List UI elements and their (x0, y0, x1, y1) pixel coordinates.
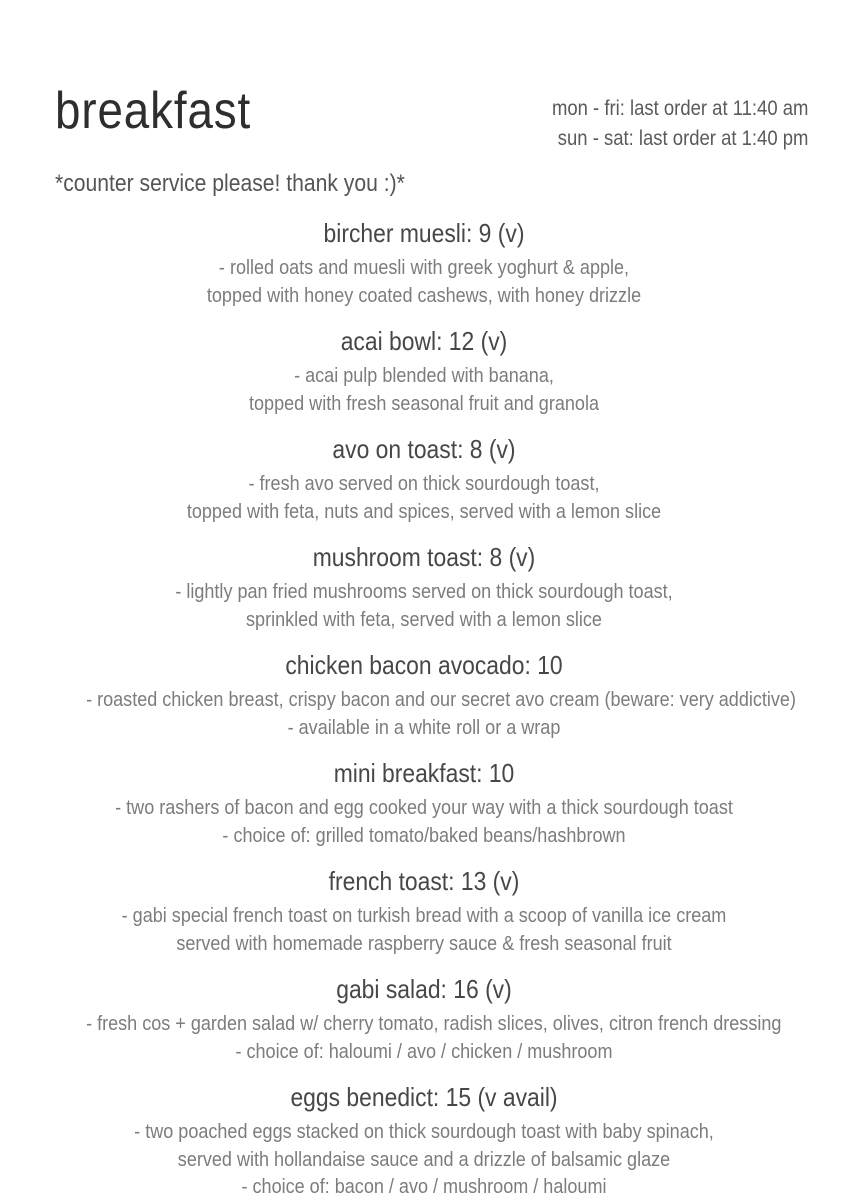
item-name: chicken bacon avocado: 10 (285, 650, 563, 680)
item-description-line: - acai pulp blended with banana, (294, 364, 554, 387)
item-description-line: - available in a white roll or a wrap (287, 715, 561, 739)
menu-item-avo-on-toast (40, 434, 808, 525)
item-description-line: - two rashers of bacon and egg cooked your way with a thick sourdough toast (115, 796, 733, 819)
item-description-line: topped with fresh seasonal fruit and granola (248, 391, 599, 415)
item-name: acai bowl: 12 (v) (340, 326, 508, 356)
item-description-line: topped with feta, nuts and spices, served with a lemon slice (186, 499, 662, 523)
item-name: french toast: 13 (v) (328, 866, 520, 896)
menu-item-list (40, 218, 808, 1201)
item-description-line: - fresh avo served on thick sourdough toast, (248, 472, 600, 495)
item-description-line: - two poached eggs stacked on thick sourdough toast with baby spinach, (134, 1120, 714, 1143)
header-row (40, 84, 808, 154)
item-name: gabi salad: 16 (v) (336, 974, 512, 1004)
menu-item-french-toast (40, 866, 808, 957)
item-description-line: - rolled oats and muesli with greek yoghurt & apple, (218, 256, 630, 279)
item-description-line: served with hollandaise sauce and a drizzle of balsamic glaze (177, 1147, 671, 1171)
item-description-line: - gabi special french toast on turkish bread with a scoop of vanilla ice cream (121, 904, 727, 927)
item-description-line: - choice of: haloumi / avo / chicken / mushroom (235, 1039, 613, 1063)
item-name: mushroom toast: 8 (v) (312, 542, 536, 572)
item-description-line: - lightly pan fried mushrooms served on thick sourdough toast, (175, 580, 673, 603)
hours-weekend-line: sun - sat: last order at 1:40 pm (557, 127, 808, 150)
opening-hours (517, 94, 808, 154)
item-name: avo on toast: 8 (v) (332, 434, 516, 464)
item-description-line: - choice of: bacon / avo / mushroom / haloumi (241, 1175, 607, 1198)
service-note: *counter service please! thank you :)* (55, 170, 405, 197)
item-description-line: - roasted chicken breast, crispy bacon and our secret avo cream (beware: very addictive) (86, 688, 796, 711)
page-title: breakfast (55, 82, 252, 140)
menu-item-eggs-benedict (40, 1082, 808, 1201)
menu-item-chicken-bacon-avocado (40, 650, 808, 741)
item-name: bircher muesli: 9 (v) (323, 218, 525, 248)
menu-item-mini-breakfast (40, 758, 808, 849)
hours-weekday-line: mon - fri: last order at 11:40 am (551, 97, 808, 120)
menu-item-bircher-muesli (40, 218, 808, 309)
item-name: eggs benedict: 15 (v avail) (290, 1082, 558, 1112)
menu-item-acai-bowl (40, 326, 808, 417)
item-description-line: topped with honey coated cashews, with honey drizzle (206, 283, 642, 307)
menu-header (40, 84, 808, 198)
item-description-line: sprinkled with feta, served with a lemon slice (246, 607, 602, 631)
item-name: mini breakfast: 10 (333, 758, 515, 788)
item-description-line: served with homemade raspberry sauce & fresh seasonal fruit (176, 931, 672, 955)
menu-item-gabi-salad (40, 974, 808, 1065)
item-description-line: - fresh cos + garden salad w/ cherry tomato, radish slices, olives, citron french dressing (86, 1012, 782, 1035)
item-description-line: - choice of: grilled tomato/baked beans/hashbrown (222, 823, 626, 847)
menu-item-mushroom-toast (40, 542, 808, 633)
